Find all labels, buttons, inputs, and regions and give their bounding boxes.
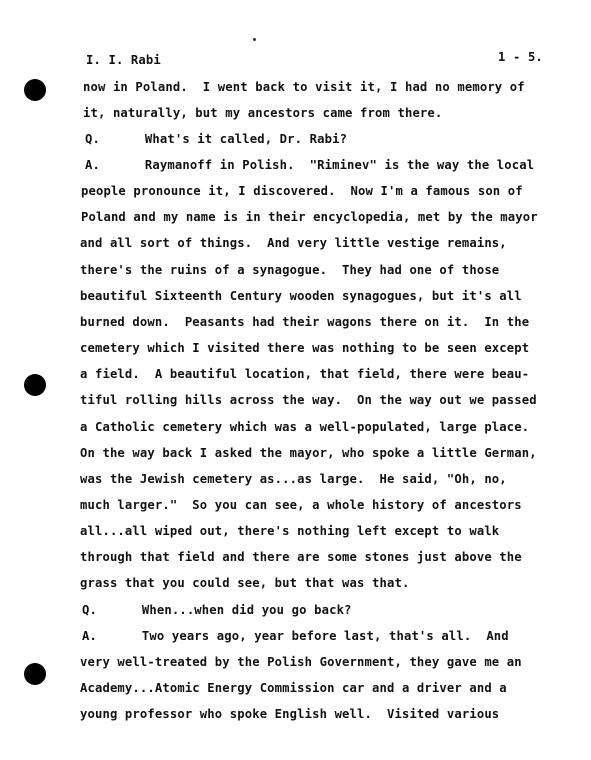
header-author: I. I. Rabi: [86, 53, 161, 67]
text-line: On the way back I asked the mayor, who spoke a little German,: [80, 446, 537, 460]
text-line: Q. When...when did you go back?: [82, 603, 352, 617]
text-line: much larger." So you can see, a whole history of ancestors: [80, 498, 522, 512]
text-line: Academy...Atomic Energy Commission car and a driver and a: [80, 681, 507, 695]
text-line: a Catholic cemetery which was a well-populated, large place.: [80, 420, 530, 434]
text-line: A. Two years ago, year before last, that's all. And: [82, 629, 509, 643]
text-line: people pronounce it, I discovered. Now I'm a famous son of: [81, 184, 523, 198]
text-line: it, naturally, but my ancestors came from there.: [83, 106, 443, 120]
text-line: through that field and there are some stones just above the: [80, 550, 522, 564]
text-line: a field. A beautiful location, that field, there were beau-: [80, 367, 530, 381]
punch-hole-bottom: [24, 663, 46, 685]
text-line: was the Jewish cemetery as...as large. He said, "Oh, no,: [80, 472, 507, 486]
text-line: now in Poland. I went back to visit it, I had no memory of: [83, 80, 525, 94]
punch-hole-top: [24, 79, 46, 101]
text-line: young professor who spoke English well. Visited various: [80, 707, 500, 721]
text-line: tiful rolling hills across the way. On the way out we passed: [80, 393, 537, 407]
text-line: all...all wiped out, there's nothing left except to walk: [80, 524, 500, 538]
text-line: and all sort of things. And very little vestige remains,: [80, 236, 507, 250]
text-line: Poland and my name is in their encyclopedia, met by the mayor: [81, 210, 538, 224]
text-line: there's the ruins of a synagogue. They had one of those: [80, 263, 500, 277]
text-line: A. Raymanoff in Polish. "Riminev" is the way the local: [85, 158, 535, 172]
text-line: cemetery which I visited there was nothing to be seen except: [80, 341, 530, 355]
header-page-number: 1 - 5.: [498, 50, 543, 64]
text-line: burned down. Peasants had their wagons there on it. In the: [80, 315, 530, 329]
text-line: very well-treated by the Polish Government, they gave me an: [80, 655, 522, 669]
text-line: grass that you could see, but that was that.: [80, 576, 410, 590]
text-line: Q. What's it called, Dr. Rabi?: [85, 132, 348, 146]
punch-hole-middle: [24, 374, 46, 396]
speck-mark: [253, 38, 256, 41]
text-line: beautiful Sixteenth Century wooden synagogues, but it's all: [80, 289, 522, 303]
